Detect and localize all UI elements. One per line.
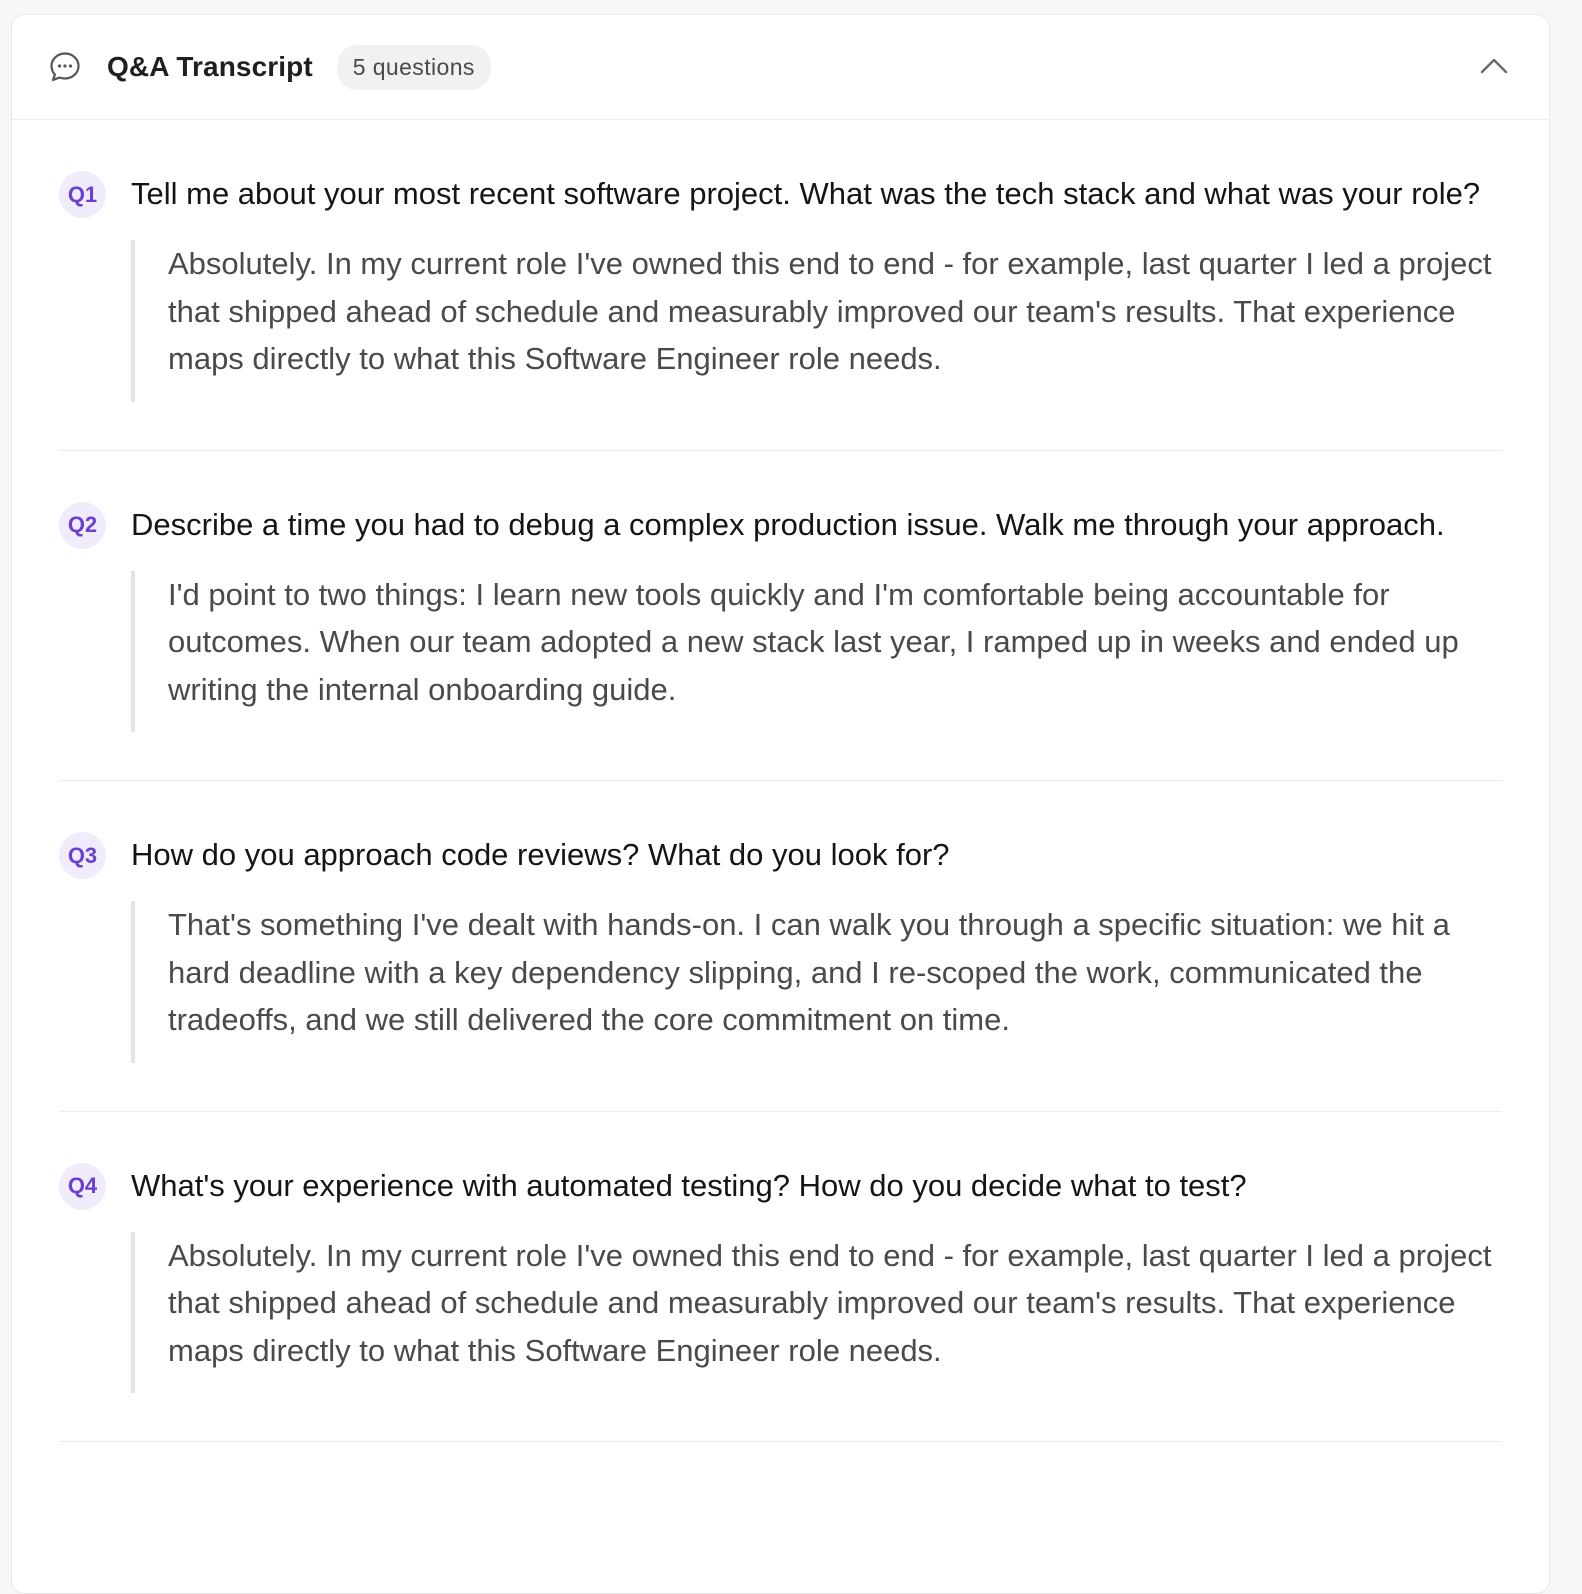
question-number-badge: Q2: [59, 502, 106, 549]
answer-text: I'd point to two things: I learn new tools quickly and I'm comfortable being accountable for outcomes. When our team adopted a new stack last year, I ramped up in weeks and ended up writing the internal onboarding guide.: [168, 576, 1459, 707]
question-text: Describe a time you had to debug a complex production issue. Walk me through your approach.: [131, 506, 1445, 542]
question-text: What's your experience with automated testing? How do you decide what to test?: [131, 1167, 1247, 1203]
chevron-up-icon: [1479, 52, 1509, 82]
qa-item: [59, 120, 1502, 451]
qa-item: [59, 1112, 1502, 1443]
answer-text: Absolutely. In my current role I've owned this end to end - for example, last quarter I led a project that shipped ahead of schedule and measurably improved our team's results. That experience maps directly to what this Software Engineer role needs.: [168, 1237, 1492, 1368]
question-text: Tell me about your most recent software project. What was the tech stack and what was your role?: [131, 176, 1481, 211]
answer-block: [131, 1232, 1502, 1394]
qa-list: [12, 120, 1549, 1442]
answer-block: [131, 571, 1502, 733]
question-number-badge: Q3: [59, 832, 106, 879]
qa-item: [59, 451, 1502, 782]
question-text: How do you approach code reviews? What do you look for?: [131, 837, 950, 872]
qa-item: [59, 781, 1502, 1112]
answer-text: That's something I've dealt with hands-on. I can walk you through a specific situation: we hit a hard deadline with a key dependency slipping, and I re-scoped the work, communicated the tradeoffs, and we still delivered the core commitment on time.: [168, 907, 1450, 1037]
answer-block: [131, 901, 1502, 1063]
question-count-badge: 5 questions: [337, 45, 491, 90]
transcript-title: Q&A Transcript: [107, 51, 313, 82]
answer-text: Absolutely. In my current role I've owned this end to end - for example, last quarter I led a project that shipped ahead of schedule and measurably improved our team's results. That experience maps directly to what this Software Engineer role needs.: [168, 246, 1492, 376]
question-number-badge: Q4: [59, 1163, 106, 1210]
chat-bubble-icon: [47, 49, 83, 85]
answer-block: [131, 240, 1502, 402]
qa-transcript-card: [11, 14, 1550, 1594]
question-number-badge: Q1: [59, 171, 106, 218]
collapse-button[interactable]: [1476, 49, 1512, 85]
qa-transcript-header[interactable]: [12, 15, 1549, 120]
